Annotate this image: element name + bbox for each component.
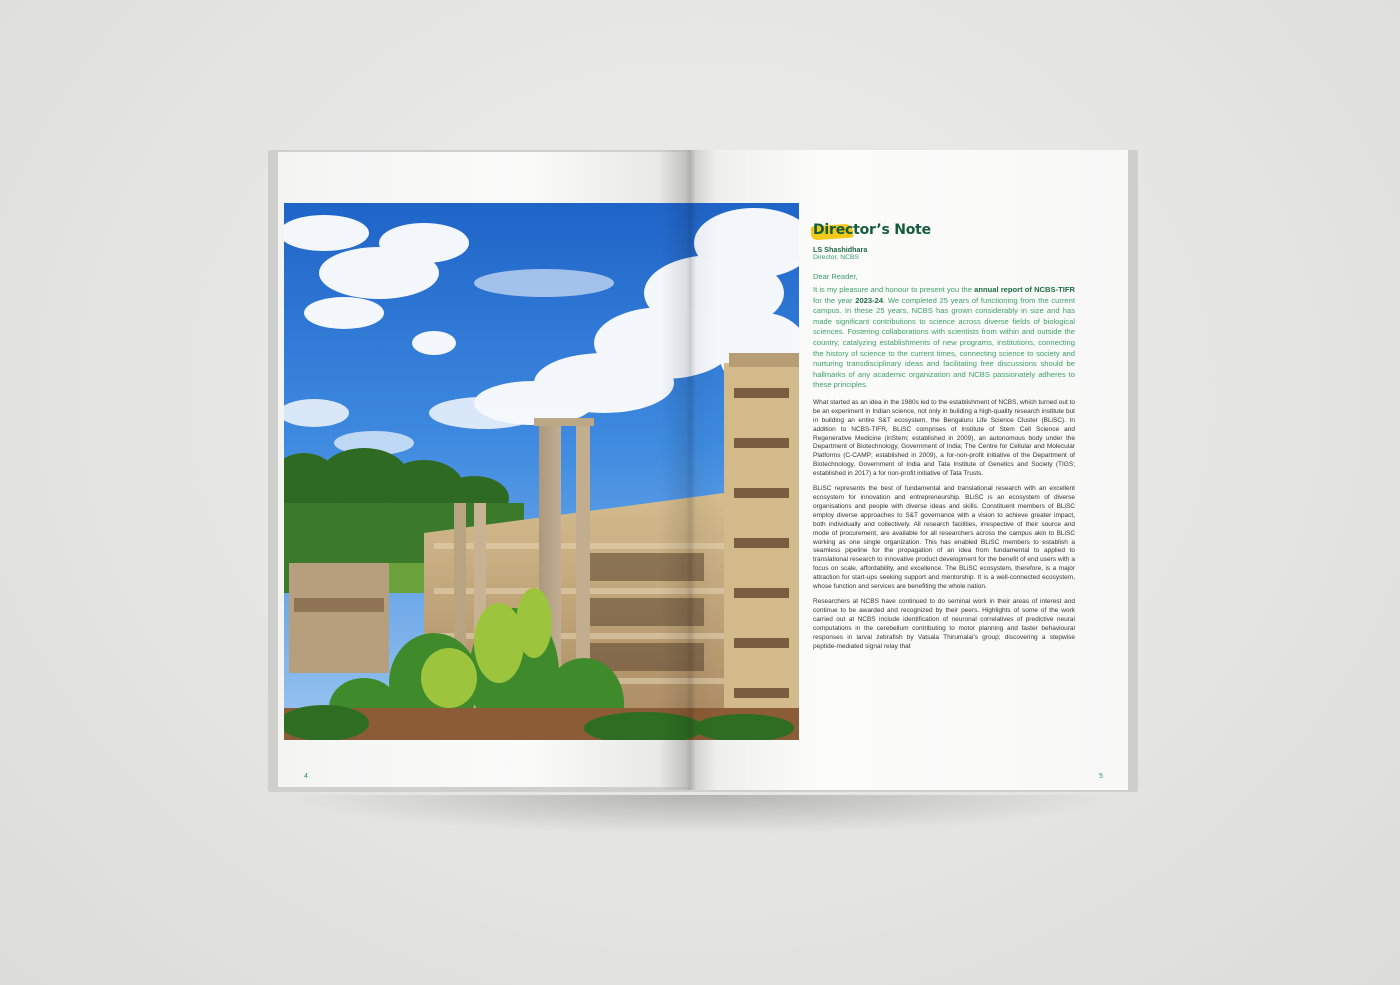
directors-note-column — [813, 222, 1075, 745]
book-shadow — [282, 795, 1122, 835]
page-title: Director’s Note — [813, 222, 931, 238]
greeting: Dear Reader, — [813, 272, 858, 281]
body-paragraph-2: BLiSC represents the best of fundamental and translational research with an excellent ecosystem for innovation and entrepreneurship. BLiSC is an ecosystem of diverse organisations and people with diverse ideas and skills. Constituent members of BLiSC employ diverse approaches to S&T governance with a vision to achieve greater impact, both individually and collectively. All research facilities, irrespective of their source and mode of procurement, are available for all researchers across the campus akin to BLiSC working as one single organization. This has enabled BLiSC members to establish a seamless pipeline for the propagation of an idea from fundamental to applied to translational research to innovative product development for the benefit of end users with a focus on scale, affordability, and excellence. The BLiSC ecosystem, therefore, is a major attraction for start-ups seeking support and mentorship. It is a well-connected ecosystem, whose function and services are benefiting the whole nation. — [813, 485, 1075, 591]
body-paragraph-1: What started as an idea in the 1980s led to the establishment of NCBS, which turned out to be an experiment in Indian science, not only in building a high-quality research institute but in building an entire S&T ecosystem, the Bengaluru Life Science Cluster (BLiSC). In addition to NCBS-TIFR, BLiSC comprises of Institute of Stem Cell Science and Regenerative Medicine (inStem; established in 2009), an autonomous body under the Department of Biotechnology, Government of India; The Centre for Cellular and Molecular Platforms (C-CAMP; established in 2009), a for-non-profit initiative of the Department of Biotechnology, Government of India and Tata Institute of Genetics and Society (TIGS; established in 2017) a for non-profit initiative of Tata Trusts. — [813, 398, 1075, 478]
left-page-number: 4 — [304, 773, 308, 780]
body-paragraph-3: Researchers at NCBS have continued to do seminal work in their areas of interest and continue to be awarded and recognized by their peers. Highlights of some of the work carried out at NCBS include identification of neuronal correlatives of predictive neural computations in the cerebellum contributing to motor planning and faster behavioural responses in larval zebrafish by Vatsala Thirumalai's group; discovering a stepwise peptide-mediated signal relay that — [813, 597, 1075, 650]
intro-paragraph: It is my pleasure and honour to present you the annual report of NCBS-TIFR for the year 2023-24. We completed 25 years of functioning from the current campus. In these 25 years, NCBS has grown considerably in size and has made significant contributions to science across diverse fields of biological sciences. Fostering collaborations with scientists from within and outside the country, catalyzing establishments of new programs, institutions, connecting the history of science to the current times, connecting science to society and nurturing transdisciplinary ideas and facilitating free discussions should be hallmarks of any academic organization and NCBS passionately adheres to these principles. — [813, 285, 1075, 390]
author-role: Director, NCBS — [813, 254, 860, 261]
title-block — [813, 222, 1075, 244]
right-page-number: 5 — [1099, 773, 1103, 780]
body-text-clip — [813, 391, 1075, 745]
author-name: LS Shashidhara — [813, 245, 868, 254]
campus-building-photo — [284, 203, 799, 740]
body-text — [813, 399, 1075, 651]
